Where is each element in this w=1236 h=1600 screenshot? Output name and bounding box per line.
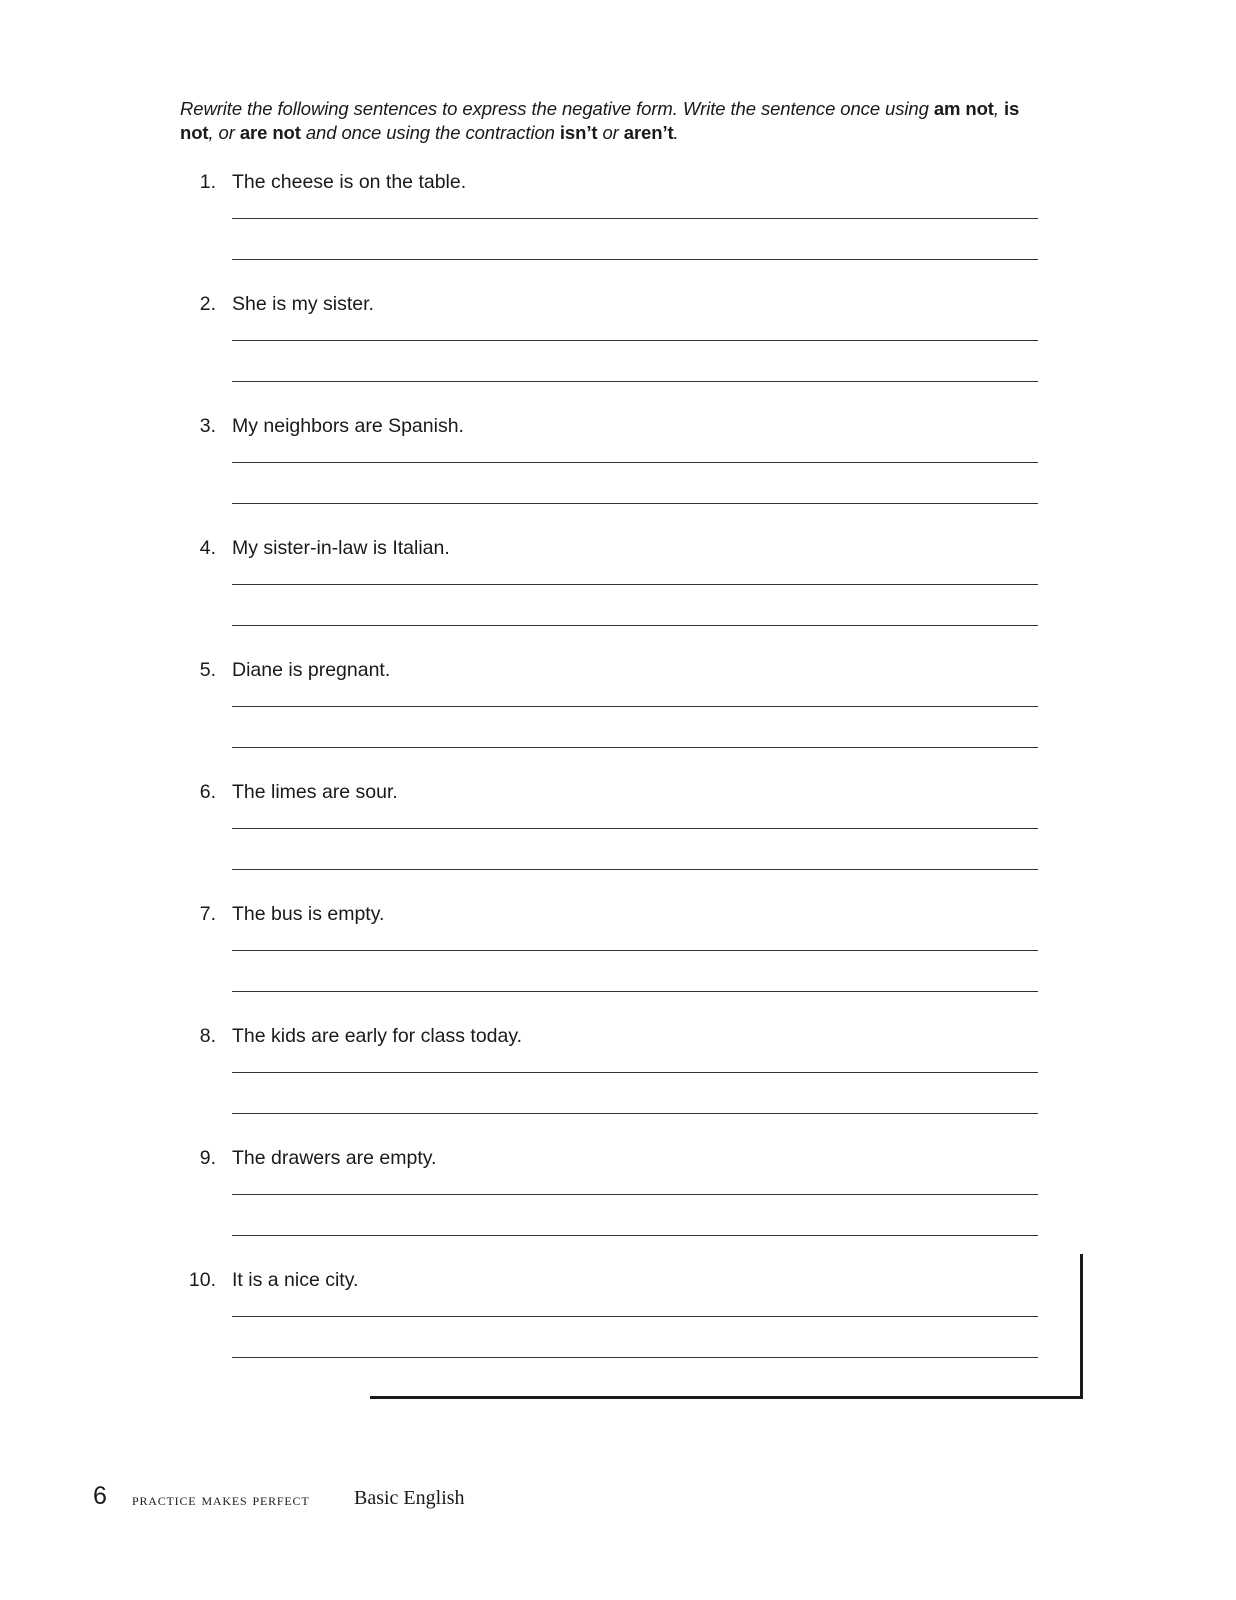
exercise-item: [0, 902, 1236, 1024]
exercise-number: 4.: [199, 537, 216, 559]
exercise-item: [0, 1024, 1236, 1146]
answer-line[interactable]: [232, 584, 1038, 585]
exercise-sentence: The cheese is on the table.: [232, 171, 467, 193]
exercise-number: 3.: [199, 415, 216, 437]
book-title: Basic English: [354, 1487, 465, 1509]
instructions-bold: are not: [239, 122, 301, 143]
answer-line[interactable]: [232, 381, 1038, 382]
exercise-sentence: The drawers are empty.: [232, 1147, 437, 1169]
answer-line[interactable]: [232, 1235, 1038, 1236]
instructions-text: Rewrite the following sentences to express the negative form. Write the sentence once using: [180, 98, 934, 119]
exercise-number: 5.: [199, 659, 216, 681]
exercise-number: 6.: [199, 781, 216, 803]
instructions-text: .: [673, 122, 679, 143]
exercise-number: 7.: [199, 903, 216, 925]
exercise-item: [0, 780, 1236, 902]
answer-line[interactable]: [232, 259, 1038, 260]
exercise-item: [0, 292, 1236, 414]
answer-line[interactable]: [232, 1357, 1038, 1358]
exercise-item: [0, 1146, 1236, 1268]
exercise-sentence: It is a nice city.: [232, 1269, 359, 1291]
answer-line[interactable]: [232, 462, 1038, 463]
answer-line[interactable]: [232, 1194, 1038, 1195]
instructions-bold: isn’t: [559, 122, 598, 143]
answer-line[interactable]: [232, 218, 1038, 219]
page-number: 6: [93, 1482, 107, 1510]
exercise-item: [0, 414, 1236, 536]
answer-line[interactable]: [232, 991, 1038, 992]
answer-line[interactable]: [232, 1072, 1038, 1073]
exercise-sentence: The kids are early for class today.: [232, 1025, 523, 1047]
end-bracket-horizontal: [370, 1396, 1083, 1399]
instructions: [180, 97, 1050, 145]
exercise-sentence: She is my sister.: [232, 293, 374, 315]
exercise-number: 9.: [199, 1147, 216, 1169]
answer-line[interactable]: [232, 869, 1038, 870]
exercise-sentence: The bus is empty.: [232, 903, 385, 925]
answer-line[interactable]: [232, 340, 1038, 341]
exercise-sentence: My sister-in-law is Italian.: [232, 537, 450, 559]
answer-line[interactable]: [232, 950, 1038, 951]
answer-line[interactable]: [232, 625, 1038, 626]
exercise-item: [0, 170, 1236, 292]
instructions-bold: am not: [933, 98, 994, 119]
instructions-text: and once using the contraction: [300, 122, 560, 143]
answer-line[interactable]: [232, 503, 1038, 504]
instructions-text: , or: [208, 122, 240, 143]
instructions-text: or: [597, 122, 624, 143]
exercise-number: 2.: [199, 293, 216, 315]
series-title: practice makes perfect: [132, 1490, 310, 1509]
instructions-text: ,: [993, 98, 1004, 119]
exercise-item: [0, 1268, 1236, 1390]
exercise-sentence: Diane is pregnant.: [232, 659, 391, 681]
answer-line[interactable]: [232, 1316, 1038, 1317]
exercise-number: 8.: [199, 1025, 216, 1047]
answer-line[interactable]: [232, 828, 1038, 829]
instructions-bold: is not: [180, 98, 1020, 143]
exercise-sentence: My neighbors are Spanish.: [232, 415, 464, 437]
exercise-item: [0, 658, 1236, 780]
answer-line[interactable]: [232, 706, 1038, 707]
exercise-number: 10.: [188, 1269, 216, 1291]
exercise-number: 1.: [199, 171, 216, 193]
exercise-item: [0, 536, 1236, 658]
answer-line[interactable]: [232, 747, 1038, 748]
exercise-sentence: The limes are sour.: [232, 781, 398, 803]
end-bracket-vertical: [1080, 1254, 1083, 1399]
instructions-bold: aren’t: [623, 122, 674, 143]
answer-line[interactable]: [232, 1113, 1038, 1114]
